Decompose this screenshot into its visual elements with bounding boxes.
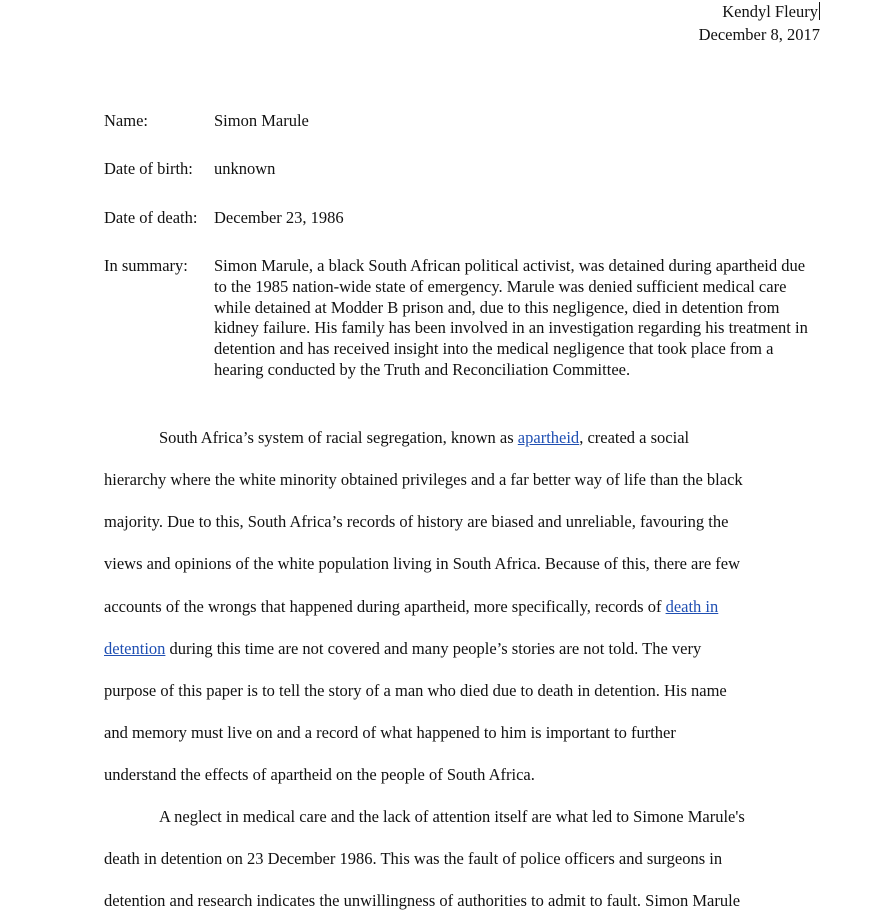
paragraph-line: understand the effects of apartheid on the people of South Africa.	[104, 765, 535, 784]
paragraph-line	[104, 597, 718, 617]
paragraph-line: and memory must live on and a record of what happened to him is important to further	[104, 723, 676, 742]
text-run: during this time are not covered and many people’s stories are not told. The very	[165, 639, 702, 658]
death-in-detention-link-continued[interactable]: detention	[104, 639, 166, 658]
paragraph-line: A neglect in medical care and the lack of attention itself are what led to Simone Marule's	[159, 807, 745, 826]
apartheid-link[interactable]: apartheid	[517, 428, 580, 447]
text-run: South Africa’s system of racial segregation, known as	[159, 428, 518, 447]
death-in-detention-link[interactable]: death in	[665, 597, 719, 616]
text-cursor	[819, 2, 820, 20]
text-run: accounts of the wrongs that happened during apartheid, more specifically, records of	[104, 597, 666, 616]
dob-value: unknown	[214, 159, 276, 178]
paragraph-line: purpose of this paper is to tell the story of a man who died due to death in detention. His name	[104, 681, 727, 700]
paragraph-line: death in detention on 23 December 1986. This was the fault of police officers and surgeons in	[104, 849, 723, 868]
document-date: December 8, 2017	[698, 25, 820, 44]
dod-value: December 23, 1986	[214, 208, 344, 227]
name-label: Name:	[104, 111, 148, 130]
author-text: Kendyl Fleury	[722, 2, 818, 21]
paragraph-line: views and opinions of the white population living in South Africa. Because of this, there are few	[104, 554, 741, 573]
dob-label: Date of birth:	[104, 159, 193, 178]
name-value: Simon Marule	[214, 111, 309, 130]
author-name	[722, 2, 820, 22]
summary-label: In summary:	[104, 256, 188, 275]
dob-row	[104, 159, 275, 179]
paragraph-line	[159, 428, 689, 448]
dod-label: Date of death:	[104, 208, 198, 227]
text-run: , created a social	[579, 428, 690, 447]
summary-text: Simon Marule, a black South African political activist, was detained during apartheid due to the 1985 nation-wide state of emergency. Marule was denied sufficient medical care while detained at Modder B prison and, due to this negligence, died in detention from kidney failure. His family has been involved in an investigation regarding his treatment in detention and has received insight into the medical negligence that took place from a hearing conducted by the Truth and Reconciliation Committee.	[214, 256, 808, 379]
name-row	[104, 111, 309, 131]
paragraph-line	[104, 639, 701, 659]
paragraph-line: hierarchy where the white minority obtained privileges and a far better way of life than the black	[104, 470, 743, 489]
paragraph-line: majority. Due to this, South Africa’s records of history are biased and unreliable, favouring the	[104, 512, 729, 531]
summary-row	[104, 256, 824, 381]
dod-row	[104, 208, 344, 228]
paragraph-line: detention and research indicates the unwillingness of authorities to admit to fault. Simon Marule	[104, 891, 741, 910]
